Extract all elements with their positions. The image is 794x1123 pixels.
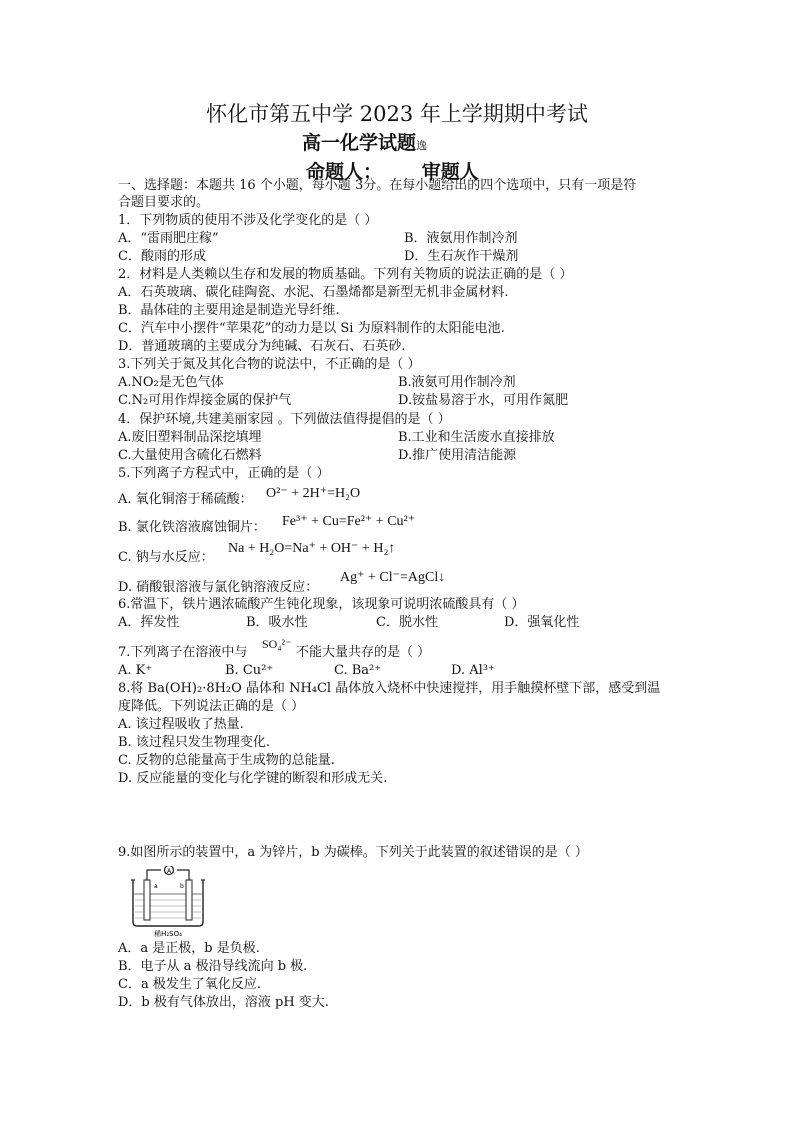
q5-option-d-label: D. 硝酸银溶液与氯化钠溶液反应： <box>118 580 319 595</box>
q1-option-d: D．生石灰作干燥剂 <box>404 249 519 264</box>
q4-stem: 4．保护环境,共建美丽家园 。下列做法值得提倡的是（ ） <box>118 412 451 427</box>
q7-option-d: D. Al³⁺ <box>451 663 495 678</box>
electrolyte-label: 稀H₂SO₄ <box>154 930 182 938</box>
q2-option-b: B．晶体硅的主要用途是制造光导纤维. <box>118 303 340 318</box>
q5-option-a-equation: O²⁻ + 2H⁺=H₂O <box>266 486 361 501</box>
q1-option-c: C．酸雨的形成 <box>118 249 206 264</box>
q8-option-b: B. 该过程只发生物理变化. <box>118 735 270 750</box>
subtitle-text: 高一化学试题 <box>302 132 417 154</box>
wire-left <box>147 870 161 880</box>
q8-option-a: A. 该过程吸收了热量. <box>118 717 244 732</box>
q5-option-c-label: C. 钠与水反应： <box>118 550 214 565</box>
q6-option-a: A．挥发性 <box>118 615 180 630</box>
electrode-a <box>144 880 150 920</box>
q5-option-a-label: A. 氧化铜溶于稀硫酸： <box>118 492 253 507</box>
q8-option-d: D. 反应能量的变化与化学键的断裂和形成无关. <box>118 771 388 786</box>
q6-option-b: B．吸水性 <box>246 615 308 630</box>
q1-option-b: B．液氨用作制冷剂 <box>404 231 518 246</box>
q6-stem: 6.常温下，铁片遇浓硫酸产生钝化现象，该现象可说明浓硫酸具有（ ） <box>118 597 525 612</box>
section-instruction-2: 合题目要求的。 <box>118 195 210 210</box>
exam-authors: 命题人： 审题人 <box>306 161 479 183</box>
q7-stem-post: 不能大量共存的是（ ） <box>296 645 431 660</box>
q7-sulfate-ion: SO₄²⁻ <box>262 637 292 651</box>
q5-option-c-equation: Na + H₂O=Na⁺ + OH⁻ + H₂↑ <box>228 541 396 556</box>
q9-option-b: B．电子从 a 极沿导线流向 b 极. <box>118 959 308 974</box>
subtitle-mark: 逸 <box>416 139 428 152</box>
q9-stem: 9.如图所示的装置中，a 为锌片，b 为碳棒。下列关于此装置的叙述错误的是（ ） <box>118 845 588 860</box>
q3-stem: 3.下列关于氮及其化合物的说法中，不正确的是（ ） <box>118 357 421 372</box>
q8-stem-line-1: 8.将 Ba(OH)₂·8H₂O 晶体和 NH₄Cl 晶体放入烧杯中快速搅拌，用手触摸杯壁下部，感受到温 <box>118 681 661 696</box>
q6-option-c: C．脱水性 <box>376 615 438 630</box>
q5-option-d-equation: Ag⁺ + Cl⁻=AgCl↓ <box>340 570 446 585</box>
q7-option-b: B. Cu²⁺ <box>225 663 274 678</box>
q7-option-c: C. Ba²⁺ <box>334 663 382 678</box>
wire-right <box>177 870 189 880</box>
section-instruction-1: 一、选择题：本题共 16 个小题，每小题 3分。在每小题给出的四个选项中，只有一项是符 <box>118 178 637 193</box>
q8-option-c: C. 反物的总能量高于生成物的总能量. <box>118 753 335 768</box>
q5-stem: 5.下列离子方程式中，正确的是（ ） <box>118 466 330 481</box>
q4-option-d: D.推广使用清洁能源 <box>398 448 517 463</box>
q9-option-c: C．a 极发生了氧化反应. <box>118 977 261 992</box>
q6-option-d: D．强氧化性 <box>504 615 580 630</box>
q3-option-c: C.N₂可用作焊接金属的保护气 <box>118 393 292 408</box>
electrode-b <box>186 880 192 920</box>
q2-stem: 2．材料是人类赖以生存和发展的物质基础。下列有关物质的说法正确的是（ ） <box>118 267 573 282</box>
q2-option-a: A．石英玻璃、碳化硅陶瓷、水泥、石墨烯都是新型无机非金属材料. <box>118 285 509 300</box>
exam-subtitle <box>302 128 427 155</box>
q2-option-c: C．汽车中小摆件“苹果花”的动力是以 Si 为原料制作的太阳能电池. <box>118 321 505 336</box>
q8-stem-line-2: 度降低。下列说法正确的是（ ） <box>118 699 305 714</box>
q4-option-a: A.废旧塑料制品深挖填埋 <box>118 430 262 445</box>
ammeter-label: A <box>166 868 172 875</box>
q1-stem: 1．下列物质的使用不涉及化学变化的是（ ） <box>118 213 378 228</box>
q3-option-b: B.液氨可用作制冷剂 <box>398 375 516 390</box>
q4-option-b: B.工业和生活废水直接排放 <box>398 430 555 445</box>
q7-option-a: A. K⁺ <box>118 663 153 678</box>
galvanic-cell-diagram <box>127 866 207 938</box>
q7-stem-pre: 7.下列离子在溶液中与 <box>118 645 248 660</box>
q1-option-a: A．“雷雨肥庄稼” <box>118 231 219 246</box>
q5-option-b-label: B. 氯化铁溶液腐蚀铜片： <box>118 520 266 535</box>
q4-option-c: C.大量使用含硫化石燃料 <box>118 448 262 463</box>
q9-option-a: A．a 是正极，b 是负极. <box>118 941 260 956</box>
exam-title: 怀化市第五中学 2023 年上学期期中考试 <box>206 102 588 126</box>
q5-option-b-equation: Fe³⁺ + Cu=Fe²⁺ + Cu²⁺ <box>282 514 416 529</box>
q3-option-a: A.NO₂是无色气体 <box>118 375 224 390</box>
electrode-b-label: b <box>180 883 184 890</box>
q9-option-d: D．b 极有气体放出，溶液 pH 变大. <box>118 995 329 1010</box>
electrode-a-label: a <box>154 883 158 890</box>
galvanic-cell-svg <box>127 866 207 938</box>
q3-option-d: D.铵盐易溶于水，可用作氮肥 <box>398 393 569 408</box>
q2-option-d: D．普通玻璃的主要成分为纯碱、石灰石、石英砂. <box>118 339 406 354</box>
